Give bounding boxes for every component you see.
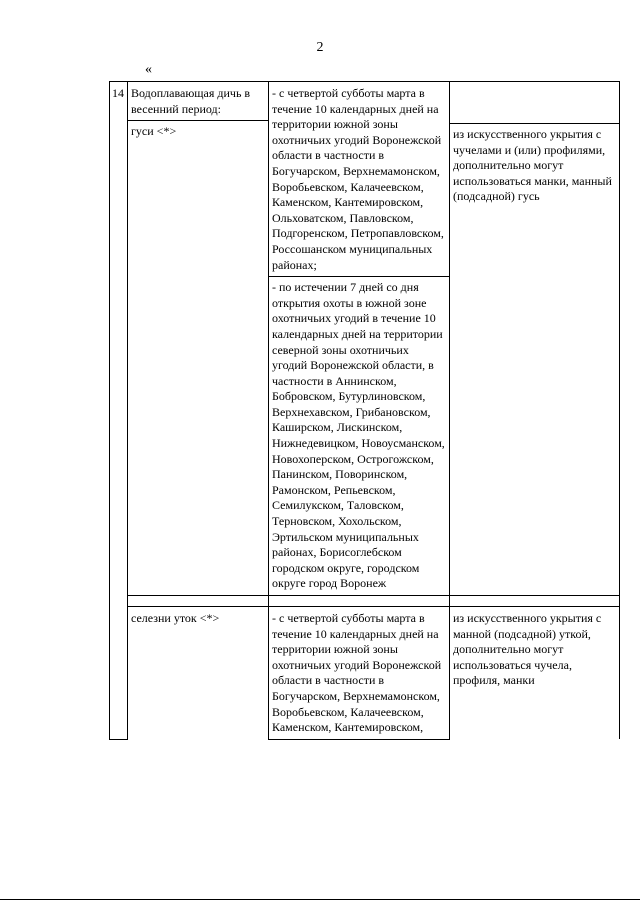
species-drakes: селезни уток <*> xyxy=(131,611,220,625)
divider xyxy=(269,276,449,277)
method-cell xyxy=(450,82,620,596)
table-row xyxy=(110,607,620,740)
period-cell xyxy=(269,82,450,596)
spacer-cell xyxy=(269,596,450,607)
period-cell xyxy=(269,607,450,740)
page-number: 2 xyxy=(316,40,324,55)
species-heading: Водоплавающая дичь в весенний период: xyxy=(131,86,251,116)
period-drakes: - с четвертой субботы марта в течение 10 календарных дней на территории южной зоны охотничьих угодий Воронежской области в частности в Богучарском, Верхнемамонском, Воробьевском, Калачеевском, Каменском, Кантемировском, xyxy=(272,611,442,735)
period-geese-south: - с четвертой субботы марта в течение 10 календарных дней на территории южной зоны охотничьих угодий Воронежской области в частности в Богучарском, Верхнемамонском, Воробьевском, Калачеевском, Каменском, Кантемировском, Ольховатском, Павловском, Подгоренском, Петропавловском, Россошанском муниципальных районах; xyxy=(272,86,444,272)
method-geese: из искусственного укрытия с чучелами и (или) профилями, дополнительно могут использоваться манки, манный (подсадной) гусь xyxy=(453,127,612,204)
species-cell xyxy=(128,82,269,596)
species-cell xyxy=(128,607,269,740)
table-row xyxy=(110,596,620,607)
spacer-cell xyxy=(128,596,269,607)
opening-quote-mark: « xyxy=(145,62,152,77)
period-geese-north: - по истечении 7 дней со дня открытия охоты в южной зоне охотничьих угодий в течение 10 календарных дней на территории северной зоны охотничьих угодий Воронежской области, в частности в Аннинском, Бобровском, Бутурлиновском, Верхнехавском, Грибановском, Каширском, Лискинском, Нижнедевицком, Новоусманском, Новохоперском, Острогожском, Панинском, Поворинском, Рамонском, Репьевском, Семилукском, Таловском, Терновском, Хохольском, Эртильском муниципальных районах, Борисоглебском городском округе, городском округе город Воронеж xyxy=(272,280,445,591)
divider xyxy=(450,123,619,124)
method-cell xyxy=(450,607,620,740)
empty-method-area xyxy=(453,82,616,120)
spacer-cell xyxy=(450,596,620,607)
divider xyxy=(128,120,268,121)
hunting-periods-table xyxy=(109,81,620,740)
row-number: 14 xyxy=(112,86,124,100)
method-drakes: из искусственного укрытия с манной (подсадной) уткой, дополнительно могут использоваться чучела, профиля, манки xyxy=(453,611,602,688)
row-number-cell xyxy=(110,82,128,740)
table-row xyxy=(110,82,620,596)
page-bottom-rule xyxy=(0,899,640,900)
species-geese: гуси <*> xyxy=(131,124,177,139)
